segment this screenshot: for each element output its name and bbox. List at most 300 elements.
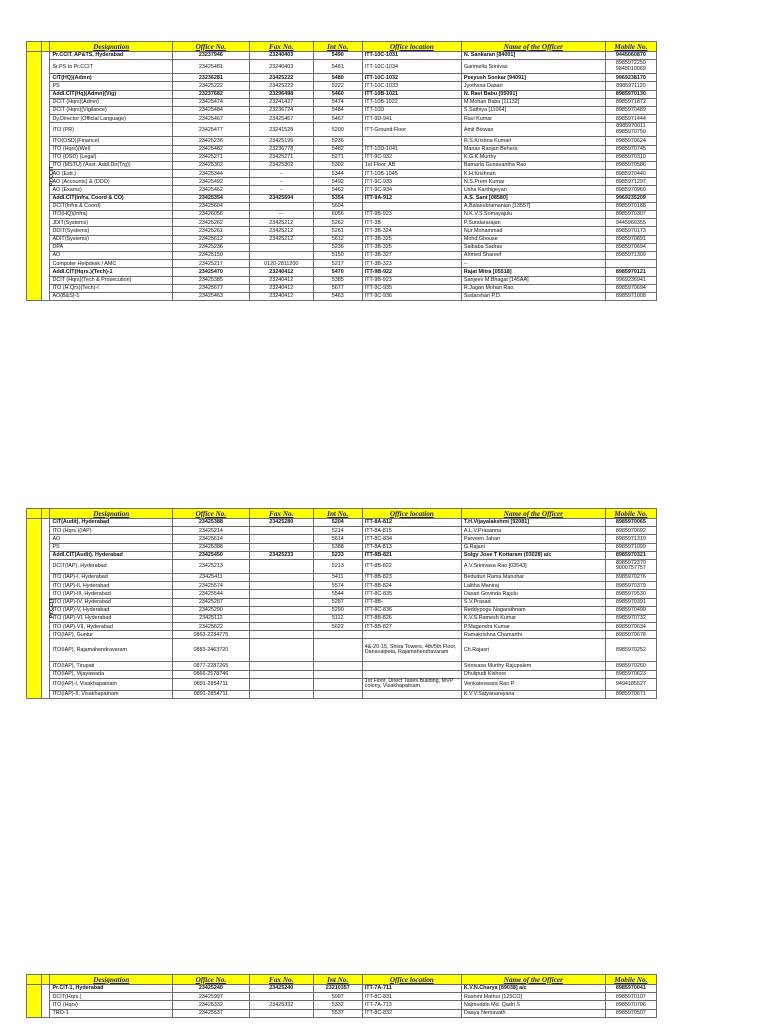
table-cell: 23425240 [249,985,313,993]
table-cell: 8985971444 [605,115,656,123]
table-cell: 8985970321 [605,551,656,559]
header-row [27,975,657,985]
table-cell: 23425222 [249,74,313,82]
table-cell: ITO (IAP)-III, Hyderabad [50,590,173,598]
table-cell: 5612 [313,235,362,243]
table-row [27,194,657,202]
table-cell: ITT-8C-831 [362,993,461,1001]
table-cell: ITO (Hqrs)(Wel) [50,145,173,153]
table-row [27,662,657,670]
table-cell: Venkateswara Rao P [461,678,605,690]
table-cell: 5262 [313,219,362,227]
column-header: Office No. [173,509,250,519]
table-cell: 23425467 [249,115,313,123]
table-cell: 23425474 [173,98,250,106]
table-cell: K.V.N.Charya [89038] a/c [461,985,605,993]
table-cell: R.Jagan Mohan Rao [461,284,605,292]
table-cell: K.V.V.Satyanarayana [461,691,605,699]
table-cell: 23425213 [173,559,250,573]
table-cell: ITO(IAP), Rajamahendravaram [50,639,173,662]
table-cell: Dy.Director (Official Language) [50,115,173,123]
table-cell [249,559,313,573]
side-label-text: Pr.CCIT [48,165,55,187]
table-cell [249,535,313,543]
table-cell: 23425287 [173,598,250,606]
table-cell: 23425212 [249,227,313,235]
column-header: Mobile No. [605,975,656,985]
table-cell [313,670,362,678]
table-cell: ITT-8B- [362,598,461,606]
table-cell [313,639,362,662]
table-cell: 23241427 [249,98,313,106]
header-blank [41,509,50,519]
table-cell: Addl.CIT(Audit), Hyderabad [50,551,173,559]
table-cell: 0891-2854711 [173,691,250,699]
table-cell [249,631,313,639]
table-row [27,235,657,243]
table-cell: DCIT (Hqrs)(Tech & Prosecution) [50,276,173,284]
table-cell: ITO(IAP), Vijayawada [50,670,173,678]
table-cell: 23425332 [173,1001,250,1009]
side-label-text: Pr.CCIT [48,598,55,619]
table-cell: Jyothsna Dasari [461,82,605,90]
table-cell: 8985972250 9848010069 [605,60,656,74]
table-row [27,98,657,106]
table-cell: 23425388 [173,543,250,551]
table-cell: Nur Mohammad [461,227,605,235]
table-cell: Peeyush Sonkar [94091] [461,74,605,82]
table-cell: 23425463 [173,292,250,300]
table-row [27,227,657,235]
table-cell: DCIT(Infra & Coord) [50,202,173,210]
table-cell: 8985971297 [605,178,656,186]
table-cell: ITT-10B-1021 [362,90,461,98]
table-cell: ITO (OSD) (Legal) [50,153,173,161]
table-cell: 8985970310 [605,153,656,161]
table-cell: 23425470 [173,268,250,276]
table-row [27,211,657,219]
table-cell: N. Ravi Babu [05091] [461,90,605,98]
table-cell: ITT-9C-935 [362,284,461,292]
table-cell: 8985970307 [605,211,656,219]
table-cell: 23425622 [173,623,250,631]
table-cell: ITT-8A-815 [362,527,461,535]
table-cell: Saibaba Sadras [461,243,605,251]
table-cell [249,623,313,631]
table-cell: ITO (IAP)-VII, Hyderabad [50,623,173,631]
table-cell [249,639,313,662]
table-cell: 23425222 [173,82,250,90]
column-header: Mobile No. [605,509,656,519]
table-cell: 23425677 [173,284,250,292]
table-cell: DCIT (Hqrs)(Admn) [50,98,173,106]
table-cell: AO [50,535,173,543]
directory-table-1 [26,41,657,301]
table-cell: 5287 [313,598,362,606]
table-cell: 5474 [313,98,362,106]
table-cell: 23425411 [173,573,250,581]
table-cell: 8985970732 [605,614,656,622]
table-cell [362,202,461,210]
table-cell: ITT-9A-912 [362,194,461,202]
table-cell: 5480 [313,74,362,82]
table-cell: Pr.CIT-1, Hyderabad [50,985,173,993]
table-row [27,639,657,662]
table-cell [249,582,313,590]
table-cell [249,590,313,598]
table-cell: 9445960355 [605,219,656,227]
table-cell: AO (Accounts) & (DDO) [50,178,173,186]
table-cell: ITT-7A-711 [362,985,461,993]
table-cell: 23425537 [173,1009,250,1017]
table-cell: 23237946 [173,52,250,60]
table-cell [249,202,313,210]
table-cell: 23425112 [173,614,250,622]
table-cell: A.Balasubramanian [13557] [461,202,605,210]
table-cell: ITT-10B-1045 [362,170,461,178]
table-row [27,106,657,114]
table-cell: ITO(IAP), Guntur [50,631,173,639]
table-cell: 23425997 [173,993,250,1001]
table-cell: K.G.K.Murthy [461,153,605,161]
table-cell [313,678,362,690]
table-cell: Pr.CCIT, AP&TS, Hyderabad [50,52,173,60]
table-cell: 23425261 [173,227,250,235]
table-row [27,276,657,284]
table-cell: 1st Floor, AB [362,161,461,169]
table-cell: 23240412 [249,268,313,276]
table-cell: 23425214 [173,527,250,535]
table-cell: P.Sundararajan [461,219,605,227]
table-cell: 23425236 [173,137,250,145]
table-cell: 23425222 [249,82,313,90]
table-row [27,82,657,90]
table-cell: ITT-9B-922 [362,268,461,276]
table-cell [249,598,313,606]
table-cell: 8985970107 [605,993,656,1001]
table-cell: 9969238170 [605,74,656,82]
table-cell: 5344 [313,170,362,178]
directory-table [26,41,657,301]
table-cell: 5150 [313,251,362,259]
table-cell: ITO(HQ)(Infra) [50,211,173,219]
table-cell: Rashmi Mathur [125CO] [461,993,605,1001]
table-cell: 23425385 [173,276,250,284]
table-cell: 8985970379 [605,582,656,590]
table-cell: ITT-10D [362,106,461,114]
table-cell: 4&-20-15, Shiva Towers, 4th/5th Floor, Danavaipeta, Rajamahendravaram [362,639,461,662]
table-cell: 8985970489 [605,106,656,114]
table-row [27,582,657,590]
table-cell: Computer Helpdesk / AMC [50,260,173,268]
table-cell: Addl.CIT(Hqrs.)(Tech)-1 [50,268,173,276]
table-cell: 5677 [313,284,362,292]
table-cell: N.K.V.S.Somayajulu [461,211,605,219]
table-cell: 9969236941 [605,276,656,284]
table-row [27,90,657,98]
table-row [27,284,657,292]
table-cell: 8985970499 [605,606,656,614]
table-row [27,243,657,251]
table-cell [362,137,461,145]
table-cell: 8985970530 [605,590,656,598]
table-cell: 8985971099 [605,543,656,551]
table-cell: 8985971309 [605,251,656,259]
table-cell: DCIT (Hqrs)(Vigilance) [50,106,173,114]
table-cell: ITT-3B-325 [362,243,461,251]
table-row [27,186,657,194]
table-cell: 23425150 [173,251,250,259]
table-cell: 5236 [313,137,362,145]
table-cell: 23425492 [173,178,250,186]
table-cell: DCIT(Hqrs.) [50,993,173,1001]
table-cell: 8985970623 [605,670,656,678]
table-cell: 8985970507 [605,1009,656,1017]
column-header: Designation [50,975,173,985]
table-cell [249,993,313,1001]
column-header: Designation [50,509,173,519]
table-cell [249,543,313,551]
table-cell: 23236281 [173,74,250,82]
table-cell: Ramakrishna Chamarthi [461,631,605,639]
column-header: Int No. [313,42,362,52]
table-cell: ITT-8B-823 [362,573,461,581]
table-cell: ITT-10C-1031 [362,52,461,60]
column-header: Fax No. [249,509,313,519]
table-cell: 23425212 [249,235,313,243]
table-cell: 8985970130 [605,90,656,98]
table-cell: 23425604 [173,202,250,210]
table-cell: 23425467 [173,115,250,123]
table-cell: ITT-9C-934 [362,186,461,194]
table-cell: Sanjeev M.Bhagat [145AA] [461,276,605,284]
column-header: Int No. [313,509,362,519]
table-cell: 23425212 [249,219,313,227]
table-cell: 23425612 [173,235,250,243]
table-cell: 23240412 [249,292,313,300]
header-blank [27,975,42,985]
table-cell: 8985970706 [605,1001,656,1009]
table-row [27,590,657,598]
table-cell [313,631,362,639]
column-header: Int No. [313,975,362,985]
directory-table [26,508,657,699]
table-cell: A.V.Srinivasa Rao [03543] [461,559,605,573]
table-cell: 8985970260 [605,662,656,670]
table-cell: ITT-9D-941 [362,115,461,123]
table-cell: 0120-2811200 [249,260,313,268]
table-cell [249,573,313,581]
table-cell: 5302 [313,161,362,169]
table-cell: Usha Karthigeyan [461,186,605,194]
table-cell: Reddypogu Nagarathnam [461,606,605,614]
table-cell: ITO (PR) [50,123,173,137]
table-cell: 5271 [313,153,362,161]
table-cell: 8985970624 [605,137,656,145]
table-cell: ITT-8C-835 [362,590,461,598]
table-cell: 8985970694 [605,243,656,251]
section-side-label [41,985,50,1018]
table-cell: TRO-1 [50,1009,173,1017]
table-row [27,60,657,74]
table-cell: ITT-10C-1033 [362,82,461,90]
table-cell [249,691,313,699]
table-cell: Najmuddin Md. Qadri S [461,1001,605,1009]
table-cell: 8985972370 9000757757 [605,559,656,573]
table-cell: 5411 [313,573,362,581]
table-cell: ITT-3B-323 [362,260,461,268]
table-cell: 0866-2578746 [173,670,250,678]
table-cell: 23425344 [173,170,250,178]
table-cell: 5200 [313,123,362,137]
table-cell: 23236778 [249,145,313,153]
table-cell: ITT-8C-834 [362,535,461,543]
table-cell: 5574 [313,582,362,590]
yellow-bar [27,985,42,1018]
table-cell: 5332 [313,1001,362,1009]
table-cell: Addl.CIT(Infra, Coord & CO) [50,194,173,202]
table-cell: 9445060870 [605,52,656,60]
table-cell: 6056 [313,211,362,219]
table-row [27,178,657,186]
column-header: Name of the Officer [461,42,605,52]
table-cell: 23240403 [249,60,313,74]
table-cell: N.S.Prem Kumar [461,178,605,186]
table-cell: 23425477 [173,123,250,137]
table-row [27,251,657,259]
table-cell: ITO (IAP)-I, Hyderabad [50,573,173,581]
table-cell: Srinivasa Murthy Rajupalem [461,662,605,670]
table-cell: -- [461,260,605,268]
table-cell: --- [249,211,313,219]
table-cell: 5604 [313,202,362,210]
table-cell [249,670,313,678]
table-cell: Bamarla Gunavantha Rao [461,161,605,169]
table-cell: 23425450 [173,551,250,559]
table-row [27,535,657,543]
table-row [27,519,657,527]
table-cell: 8985970041 [605,985,656,993]
table-cell: R.S.Krishna Kumari [461,137,605,145]
table-cell: 23425302 [173,161,250,169]
table-cell [249,606,313,614]
table-cell: ITT-9C-932 [362,153,461,161]
table-cell [249,1009,313,1017]
table-row [27,678,657,690]
table-cell: JDIT(Systems) [50,219,173,227]
table-cell: ITO(IAP)-II, Visakhapatnam [50,691,173,699]
table-cell: M.Mohan Babu [11132] [461,98,605,106]
table-cell: 23240412 [249,276,313,284]
table-cell: 5470 [313,268,362,276]
table-cell: 5997 [313,993,362,1001]
table-cell: T.H.Vijayalakshmi [92081] [461,519,605,527]
table-row [27,543,657,551]
table-cell: Mohd.Ghouse [461,235,605,243]
table-cell: ITT-7A-713 [362,1001,461,1009]
table-row [27,52,657,60]
table-cell: P.Magendra Kumar [461,623,605,631]
table-cell: ITO(OSD)(Finance) [50,137,173,145]
table-cell: 5544 [313,590,362,598]
table-row [27,551,657,559]
column-header: Office location [362,509,461,519]
table-cell: ITT-8C-832 [362,1009,461,1017]
table-cell: ITT-3B-327 [362,251,461,259]
table-row [27,631,657,639]
table-cell: 23425574 [173,582,250,590]
table-cell: 23237682 [173,90,250,98]
table-cell: 23210357 [313,985,362,993]
table-cell: Ch.Rajasri [461,639,605,662]
table-cell: 23425236 [173,243,250,251]
table-row [27,170,657,178]
table-cell: 8985970671 [605,691,656,699]
table-row [27,1001,657,1009]
table-cell: 5214 [313,527,362,535]
table-cell: AO [50,251,173,259]
table-cell: Rajat Mitra [05518] [461,268,605,276]
table-row [27,260,657,268]
table-row [27,145,657,153]
table-cell: 5222 [313,82,362,90]
directory-table-3 [26,974,657,1018]
table-cell: Sr.PS to Pr.CCIT [50,60,173,74]
table-cell: 8985970891 [605,235,656,243]
table-cell: ITO (IAP)-IV, Hyderabad [50,598,173,606]
table-cell: 23425354 [173,194,250,202]
table-cell: ITT-9B-923 [362,276,461,284]
table-cell: 5261 [313,227,362,235]
table-cell: 23425199 [249,137,313,145]
column-header: Office location [362,42,461,52]
table-cell: CIT(Audit), Hyderabad [50,519,173,527]
table-cell: ITT-3B [362,219,461,227]
table-cell: Solgy Jose T Kottaram (03028) a/c [461,551,605,559]
table-cell: Ahmed Shareef [461,251,605,259]
table-cell: 5204 [313,519,362,527]
table-row [27,268,657,276]
table-cell: ITO (IAP)-VI, Hyderabad [50,614,173,622]
directory-table [26,974,657,1018]
table-cell: 23425462 [173,186,250,194]
column-header: Fax No. [249,975,313,985]
table-cell: 23425544 [173,590,250,598]
table-cell: 23425280 [249,519,313,527]
table-cell: 5388 [313,543,362,551]
table-cell: ITT-9C-933 [362,178,461,186]
table-cell: 23425484 [173,106,250,114]
table-row [27,691,657,699]
table-row [27,606,657,614]
yellow-bar [27,52,42,301]
table-cell: ITT-10B-1022 [362,98,461,106]
table-cell: A.L.V.Prasanna [461,527,605,535]
table-cell: 23425481 [173,60,250,74]
table-row [27,614,657,622]
table-cell: 8985970960 [605,186,656,194]
table-cell: 23425271 [173,153,250,161]
table-cell: 8985970634 [605,623,656,631]
table-cell: 0883-2463720 [173,639,250,662]
table-cell: Manas Ranjan Behera [461,145,605,153]
table-cell: DPA [50,243,173,251]
table-cell: -- [249,170,313,178]
table-row [27,527,657,535]
table-cell: 5217 [313,260,362,268]
column-header: Office No. [173,975,250,985]
table-cell: 23425217 [173,260,250,268]
